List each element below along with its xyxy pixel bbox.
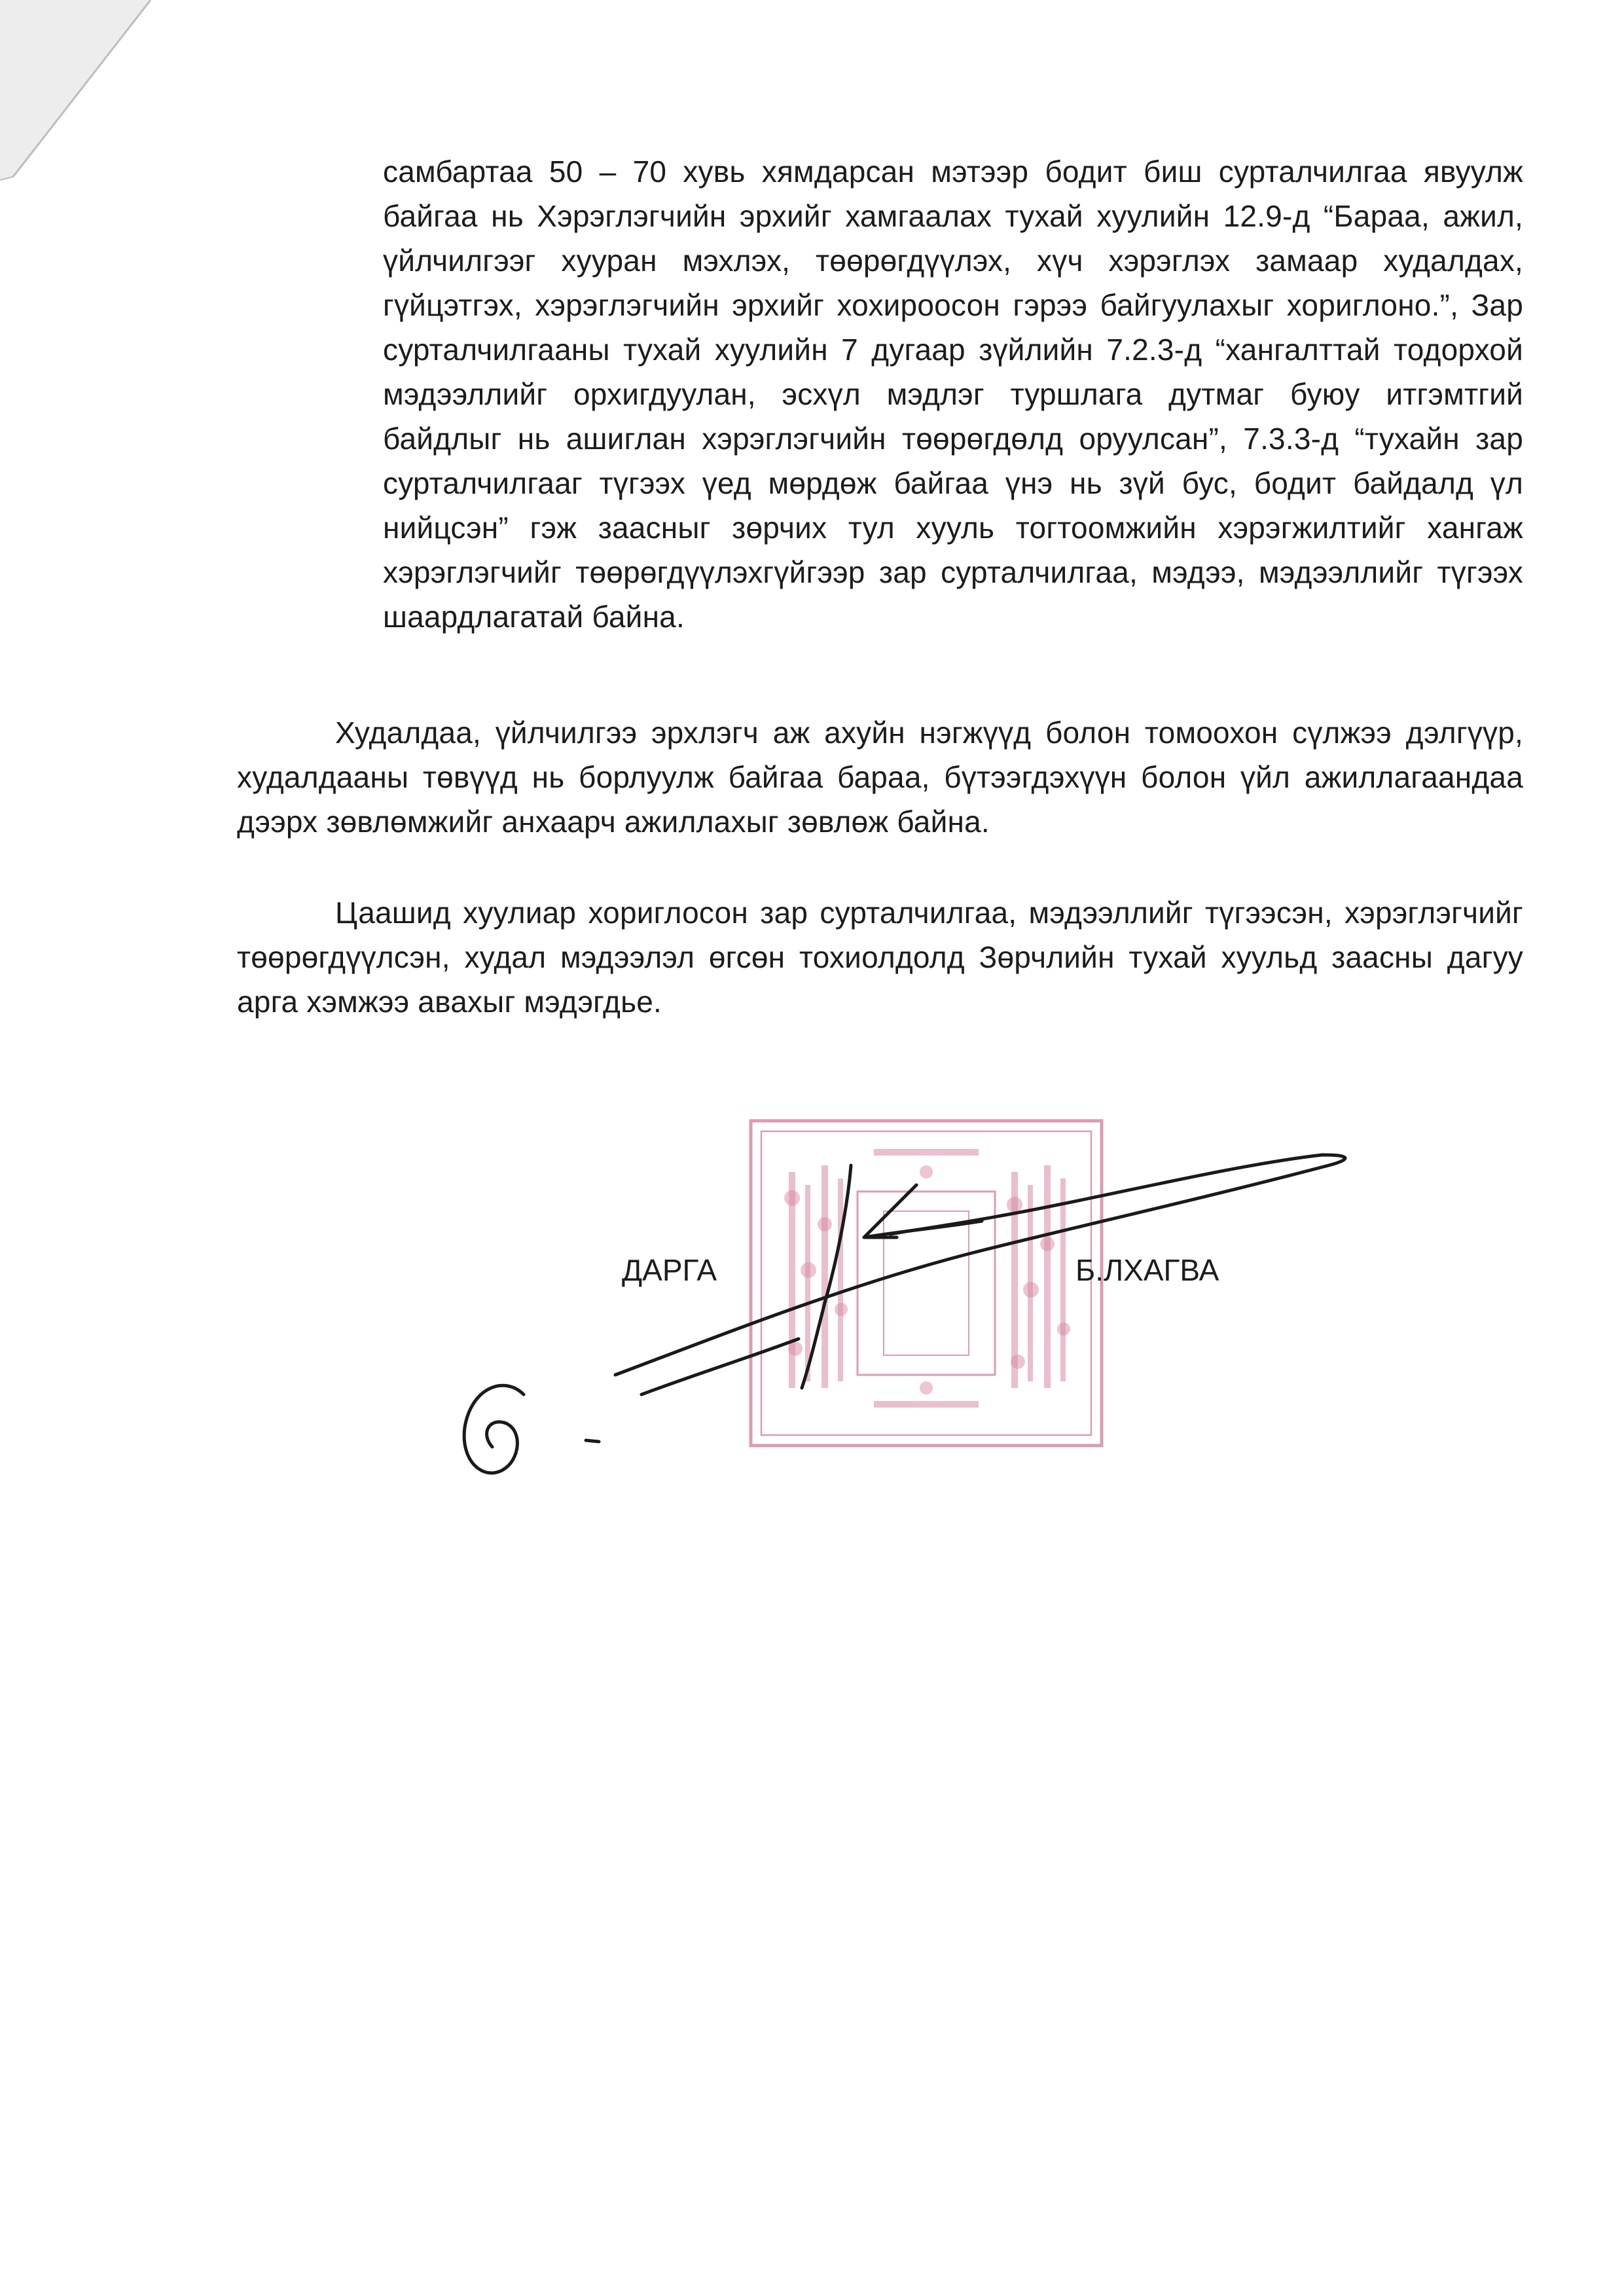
signatory-title: ДАРГА: [622, 1253, 717, 1287]
signatory-name: Б.ЛХАГВА: [1075, 1253, 1219, 1287]
handwritten-signature: [445, 1087, 1375, 1512]
paragraph-warning: Цаашид хуулиар хориглосон зар сурталчилгаа, мэдээллийг түгээсэн, хэрэглэгчийг төөрөгдүүлсэн, худал мэдээлэл өгсөн тохиолдолд Зөрчлийн тухай хуульд заасны дагуу арга хэмжээ авахыг мэдэгдье.: [237, 896, 1523, 1019]
folded-corner-shadow: [0, 0, 157, 183]
official-seal: [743, 1113, 1110, 1453]
paragraph-continuation: самбартаа 50 – 70 хувь хямдарсан мэтээр бодит биш сурталчилгаа явуулж байгаа нь Хэрэглэгчийн эрхийг хамгаалах тухай хуулийн 12.9-д “Бараа, ажил, үйлчилгээг хууран мэхлэх, төөрөгдүүлэх, хүч хэрэглэх замаар худалдах, гүйцэтгэх, хэрэглэгчийн эрхийг хохироосон гэрээ байгуулахыг хориглоно.”, Зар сурталчилгааны тухай хуулийн 7 дугаар зүйлийн 7.2.3-д “хангалттай тодорхой мэдээллийг орхигдуулан, эсхүл мэдлэг туршлага дутмаг буюу итгэмтгий байдлыг нь ашиглан хэрэглэгчийн төөрөгдөлд оруулсан”, 7.3.3-д “тухайн зар сурталчилгааг түгээх үед мөрдөж байгаа үнэ нь зүй бус, бодит байдалд үл нийцсэн” гэж заасныг зөрчих тул хууль тогтоомжийн хэрэгжилтийг хангаж хэрэглэгчийг төөрөгдүүлэхгүйгээр зар сурталчилгаа, мэдээ, мэдээллийг түгээх шаардлагатай байна.: [383, 155, 1523, 634]
paragraph-advice: Худалдаа, үйлчилгээ эрхлэгч аж ахуйн нэгжүүд болон томоохон сүлжээ дэлгүүр, худалдааны төвүүд нь борлуулж байгаа бараа, бүтээгдэхүүн болон үйл ажиллагаандаа дээрх зөвлөмжийг анхаарч ажиллахыг зөвлөж байна.: [237, 716, 1523, 839]
